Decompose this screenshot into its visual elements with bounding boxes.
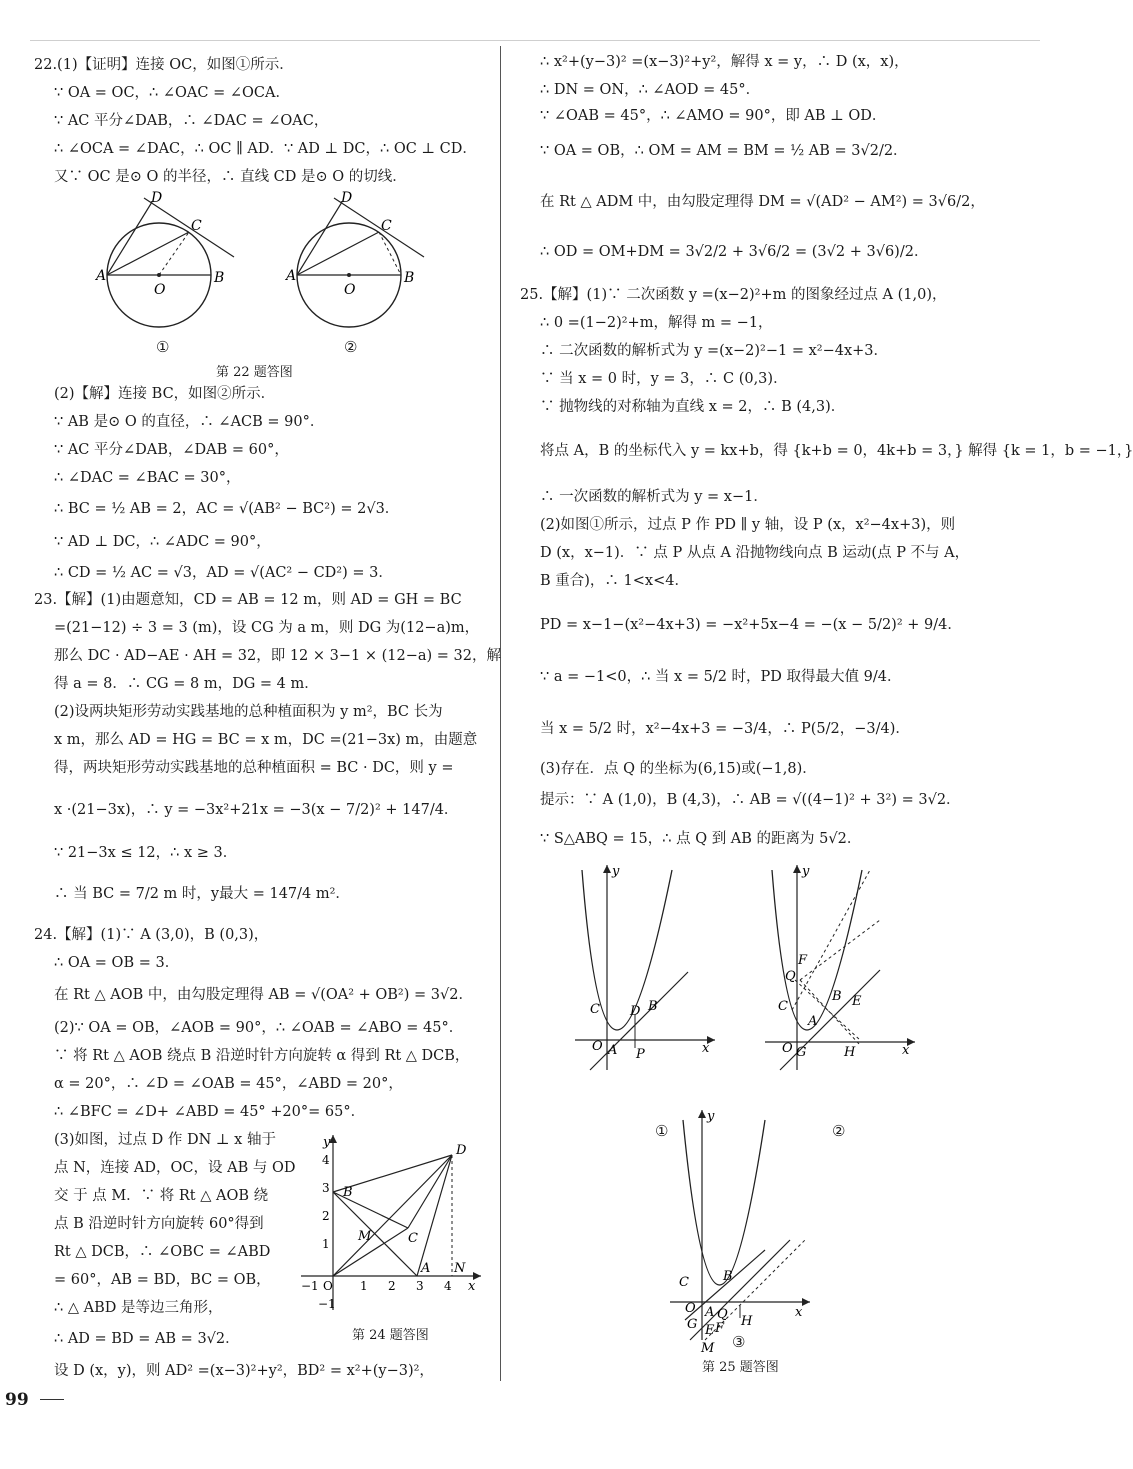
svg-text:A: A (421, 1261, 431, 1276)
fig25-caption: 第 25 题答图 (702, 1360, 779, 1375)
text-line: 又∵ OC 是⊙ O 的半径，∴ 直线 CD 是⊙ O 的切线． (54, 169, 407, 185)
text-line: 22.(1)【证明】连接 OC，如图①所示． (34, 57, 294, 73)
text-line: (2)如图①所示，过点 P 作 PD ∥ y 轴，设 P (x，x²−4x+3)，则 (540, 517, 956, 533)
svg-text:G: G (687, 1317, 698, 1332)
text-line: 将点 A，B 的坐标代入 y = kx+b，得 {k+b = 0，4k+b = 3，} 解得 {k = 1，b = −1，} (540, 443, 1133, 459)
text-line: ∴ ∠OCA = ∠DAC，∴ OC ∥ AD．∵ AD ⊥ DC，∴ OC ⊥ CD． (54, 141, 477, 157)
text-line: D (x，x−1)．∵ 点 P 从点 A 沿抛物线向点 B 运动(点 P 不与 A， (540, 545, 970, 561)
text-line: ∵ OA = OC，∴ ∠OAC = ∠OCA． (54, 85, 290, 101)
svg-text:H: H (741, 1314, 753, 1329)
figure-24 (296, 1130, 486, 1315)
fig22-circle-1 (94, 190, 234, 327)
text-line: ∵ AC 平分∠DAB，∠DAB = 60°， (54, 442, 289, 458)
svg-text:O: O (685, 1301, 696, 1316)
svg-text:−1: −1 (318, 1297, 336, 1311)
svg-text:O: O (782, 1041, 793, 1056)
figure-25-3 (665, 1100, 815, 1356)
svg-text:O: O (344, 282, 356, 298)
svg-text:A: A (808, 1014, 818, 1029)
figure-25-2 (760, 860, 925, 1075)
svg-text:4: 4 (322, 1153, 330, 1167)
text-line: ∴ OA = OB = 3． (54, 955, 180, 971)
fig25-label-1: ① (655, 1122, 669, 1140)
text-line: ∴ 一次函数的解析式为 y = x−1． (540, 489, 768, 505)
svg-text:O: O (154, 282, 166, 298)
svg-text:3: 3 (416, 1279, 424, 1293)
text-line: ∵ ∠OAB = 45°，∴ ∠AMO = 90°，即 AB ⊥ OD． (540, 108, 887, 124)
text-line: ∵ AB 是⊙ O 的直径，∴ ∠ACB = 90°． (54, 414, 325, 430)
svg-text:O: O (323, 1279, 333, 1293)
svg-text:D: D (630, 1004, 641, 1019)
svg-text:y: y (612, 864, 620, 879)
text-line: ∴ OD = OM+DM = 3√2/2 + 3√6/2 = (3√2 + 3√6)/2． (540, 244, 929, 260)
text-line: PD = x−1−(x²−4x+3) = −x²+5x−4 = −(x − 5/2)² + 9/4． (540, 617, 962, 633)
svg-text:B: B (343, 1185, 353, 1200)
svg-text:C: C (590, 1002, 600, 1017)
svg-text:A: A (608, 1043, 618, 1058)
svg-text:y: y (707, 1109, 715, 1124)
svg-text:4: 4 (444, 1279, 452, 1293)
text-line: 在 Rt △ AOB 中，由勾股定理得 AB = √(OA² + OB²) = 3√2． (54, 987, 473, 1003)
text-line: ∴ △ ABD 是等边三角形， (54, 1300, 223, 1316)
text-line: 点 B 沿逆时针方向旋转 60°得到 (54, 1216, 264, 1232)
text-line: ∴ DN = ON，∴ ∠AOD = 45°． (540, 82, 761, 98)
svg-text:C: C (191, 218, 202, 234)
text-line: 当 x = 5/2 时，x²−4x+3 = −3/4，∴ P(5/2，−3/4)． (540, 721, 910, 737)
text-line: ∴ ∠BFC = ∠D+ ∠ABD = 45° +20°= 65°． (54, 1104, 366, 1120)
svg-text:B: B (648, 999, 658, 1014)
fig24-caption: 第 24 题答图 (352, 1328, 429, 1343)
page-number-dash (40, 1399, 64, 1400)
text-line: ∴ 二次函数的解析式为 y =(x−2)²−1 = x²−4x+3． (540, 343, 889, 359)
text-line: 交 于 点 M．∵ 将 Rt △ AOB 绕 (54, 1188, 269, 1204)
svg-text:x: x (702, 1041, 710, 1056)
svg-text:C: C (778, 999, 788, 1014)
text-line: 得 a = 8．∴ CG = 8 m，DG = 4 m． (54, 676, 319, 692)
fig22-label-2: ② (344, 338, 358, 356)
text-line: ∴ CD = ½ AC = √3，AD = √(AC² − CD²) = 3． (54, 565, 393, 581)
svg-text:3: 3 (322, 1181, 330, 1195)
svg-text:F: F (715, 1321, 725, 1336)
text-line: x ·(21−3x)，∴ y = −3x²+21x = −3(x − 7/2)² + 147/4． (54, 802, 459, 818)
text-line: x m，那么 AD = HG = BC = x m，DC =(21−3x) m，由题意 (54, 732, 478, 748)
text-line: ∴ BC = ½ AB = 2，AC = √(AB² − BC²) = 2√3． (54, 501, 400, 517)
fig22-circle-2 (284, 190, 424, 327)
text-line: ∴ 0 =(1−2)²+m，解得 m = −1， (540, 315, 773, 331)
svg-text:G: G (796, 1045, 807, 1060)
svg-text:C: C (408, 1231, 418, 1246)
svg-text:O: O (592, 1039, 603, 1054)
svg-text:2: 2 (322, 1209, 330, 1223)
fig22-caption: 第 22 题答图 (216, 365, 293, 380)
svg-text:N: N (454, 1261, 466, 1276)
fig22-label-1: ① (156, 338, 170, 356)
svg-text:A: A (286, 268, 297, 284)
text-line: ∴ AD = BD = AB = 3√2． (54, 1331, 240, 1347)
figure-22 (94, 190, 424, 360)
text-line: ∵ AC 平分∠DAB，∴ ∠DAC = ∠OAC， (54, 113, 329, 129)
svg-text:B: B (832, 989, 842, 1004)
svg-text:M: M (701, 1341, 715, 1356)
svg-text:1: 1 (360, 1279, 368, 1293)
text-line: 23.【解】(1)由题意知，CD = AB = 12 m，则 AD = GH = BC (34, 592, 462, 608)
svg-text:E: E (852, 994, 862, 1009)
svg-text:H: H (844, 1045, 856, 1060)
svg-text:D: D (151, 190, 163, 206)
text-line: 24.【解】(1)∵ A (3,0)，B (0,3)， (34, 927, 269, 943)
text-line: 25.【解】(1)∵ 二次函数 y =(x−2)²+m 的图象经过点 A (1,0)， (520, 287, 947, 303)
svg-text:x: x (795, 1305, 803, 1320)
svg-text:Q: Q (785, 969, 796, 984)
svg-text:2: 2 (388, 1279, 396, 1293)
text-line: = 60°，AB = BD，BC = OB， (54, 1272, 271, 1288)
text-line: ∴ ∠DAC = ∠BAC = 30°， (54, 470, 241, 486)
svg-text:P: P (636, 1047, 645, 1062)
text-line: 在 Rt △ ADM 中，由勾股定理得 DM = √(AD² − AM²) = 3√6/2， (540, 194, 985, 210)
svg-text:C: C (381, 218, 392, 234)
figure-25-1 (570, 860, 720, 1075)
svg-text:Q: Q (717, 1307, 728, 1322)
svg-text:E: E (705, 1323, 715, 1338)
text-line: 那么 DC · AD−AE · AH = 32，即 12 × 3−1 × (12−a) = 32，解 (54, 648, 501, 664)
text-line: α = 20°，∴ ∠D = ∠OAB = 45°，∠ABD = 20°， (54, 1076, 403, 1092)
text-line: (3)如图，过点 D 作 DN ⊥ x 轴于 (54, 1132, 276, 1148)
text-line: ∵ 21−3x ≤ 12，∴ x ≥ 3． (54, 845, 238, 861)
text-line: ∵ 抛物线的对称轴为直线 x = 2，∴ B (4,3)． (540, 399, 846, 415)
svg-text:−1: −1 (301, 1279, 319, 1293)
text-line: ∴ 当 BC = 7/2 m 时，y最大 = 147/4 m²． (54, 886, 350, 902)
fig25-label-3: ③ (732, 1333, 746, 1351)
text-line: Rt △ DCB，∴ ∠OBC = ∠ABD (54, 1244, 271, 1260)
text-line: B 重合)，∴ 1<x<4． (540, 573, 689, 589)
column-divider (500, 46, 501, 1381)
svg-text:D: D (341, 190, 353, 206)
text-line: =(21−12) ÷ 3 = 3 (m)，设 CG 为 a m，则 DG 为(12−a)m， (54, 620, 480, 636)
svg-text:B: B (404, 270, 415, 286)
svg-text:M: M (358, 1229, 372, 1244)
svg-text:y: y (323, 1135, 331, 1150)
text-line: (2)∵ OA = OB，∠AOB = 90°，∴ ∠OAB = ∠ABO = 45°． (54, 1020, 464, 1036)
page-number: 99 (5, 1390, 29, 1410)
svg-text:D: D (456, 1143, 467, 1158)
text-line: (3)存在．点 Q 的坐标为(6,15)或(−1,8)． (540, 761, 817, 777)
text-line: ∵ a = −1<0，∴ 当 x = 5/2 时，PD 取得最大值 9/4． (540, 669, 902, 685)
text-line: 点 N，连接 AD，OC，设 AB 与 OD (54, 1160, 296, 1176)
text-line: ∵ 当 x = 0 时，y = 3，∴ C (0,3)． (540, 371, 788, 387)
text-line: ∴ x²+(y−3)² =(x−3)²+y²，解得 x = y，∴ D (x，x)， (540, 54, 909, 70)
svg-text:y: y (802, 864, 810, 879)
svg-text:1: 1 (322, 1237, 330, 1251)
top-rule (30, 40, 1040, 41)
text-line: ∵ 将 Rt △ AOB 绕点 B 沿逆时针方向旋转 α 得到 Rt △ DCB， (54, 1048, 470, 1064)
text-line: (2)【解】连接 BC，如图②所示． (54, 386, 276, 402)
text-line: ∵ OA = OB，∴ OM = AM = BM = ½ AB = 3√2/2． (540, 143, 908, 159)
fig25-label-2: ② (832, 1122, 846, 1140)
text-line: 提示：∵ A (1,0)，B (4,3)，∴ AB = √((4−1)² + 3²) = 3√2． (540, 792, 961, 808)
svg-text:x: x (902, 1043, 910, 1058)
svg-text:A: A (705, 1305, 715, 1320)
svg-text:x: x (468, 1279, 476, 1294)
svg-text:F: F (798, 953, 808, 968)
text-line: (2)设两块矩形劳动实践基地的总种植面积为 y m²，BC 长为 (54, 704, 443, 720)
svg-text:C: C (679, 1275, 689, 1290)
svg-text:B: B (723, 1269, 733, 1284)
text-line: 得，两块矩形劳动实践基地的总种植面积 = BC · DC，则 y = (54, 760, 454, 776)
svg-text:A: A (96, 268, 107, 284)
text-line: ∵ AD ⊥ DC，∴ ∠ADC = 90°， (54, 534, 271, 550)
svg-text:B: B (214, 270, 225, 286)
text-line: 设 D (x，y)，则 AD² =(x−3)²+y²，BD² = x²+(y−3)²， (54, 1363, 434, 1379)
text-line: ∵ S△ABQ = 15，∴ 点 Q 到 AB 的距离为 5√2． (540, 831, 862, 847)
